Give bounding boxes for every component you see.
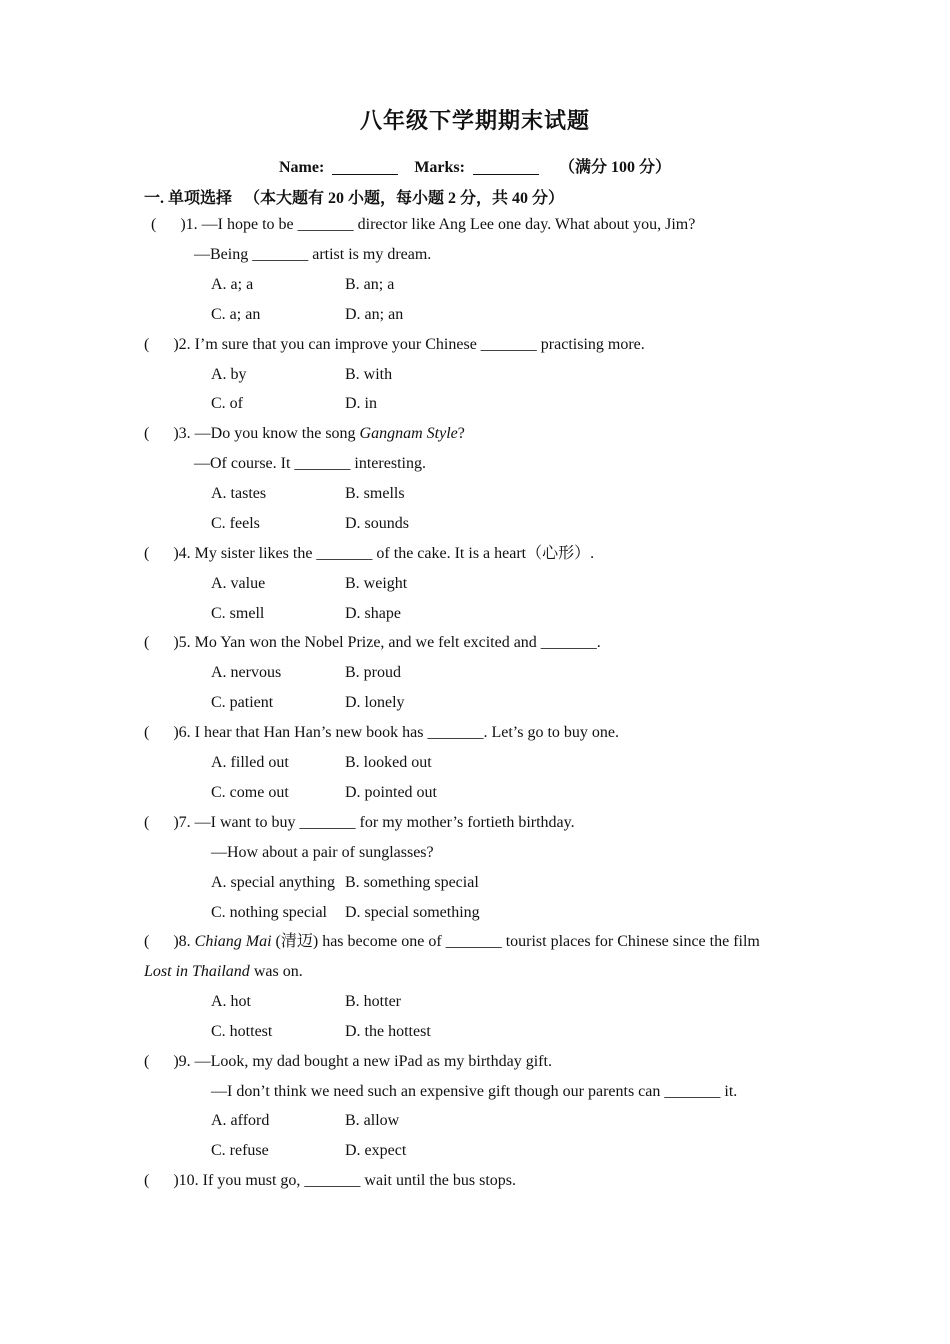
question-8: ( )8. Chiang Mai (清迈) has become one of _______ tourist places for Chinese since the film [144, 933, 760, 950]
section-heading [144, 185, 564, 208]
question-4-option-b: B. weight [345, 575, 408, 592]
question-5-option-c: C. patient [211, 694, 274, 711]
question-3-option-d: D. sounds [345, 515, 410, 532]
question-5-option-a: A. nervous [211, 664, 282, 681]
question-10-stem: )10. If you must go, _______ wait until the bus stops. [173, 1172, 516, 1189]
question-3-song-title: Gangnam Style [359, 425, 458, 442]
question-2-option-b: B. with [345, 366, 393, 383]
question-1-stem: )1. —I hope to be _______ director like Ang Lee one day. What about you, Jim? [180, 216, 696, 233]
section-note: （本大题有 20 小题，每小题 2 分，共 40 分） [244, 190, 565, 207]
question-1-option-b: B. an; a [345, 276, 395, 293]
question-5-option-b: B. proud [345, 664, 401, 681]
question-1-option-a: A. a; a [211, 276, 254, 293]
question-9-option-d: D. expect [345, 1142, 407, 1159]
question-8-stem-pre: )8. [173, 933, 195, 950]
question-4-option-d: D. shape [345, 605, 401, 622]
question-7-option-b: B. something special [345, 874, 479, 891]
question-3-stem-post: ? [457, 425, 465, 442]
question-8-stem-2-post: was on. [249, 963, 303, 980]
question-2: ( )2. I’m sure that you can improve your Chinese _______ practising more. [144, 336, 645, 353]
question-4-stem: )4. My sister likes the _______ of the cake. It is a heart（心形）. [173, 545, 595, 562]
question-1: ( )1. —I hope to be _______ director like Ang Lee one day. What about you, Jim? [151, 216, 696, 233]
question-7: ( )7. —I want to buy _______ for my mother’s fortieth birthday. [144, 814, 575, 831]
question-4-option-c: C. smell [211, 605, 265, 622]
question-8-place-name: Chiang Mai [194, 933, 272, 950]
question-3-option-c: C. feels [211, 515, 260, 532]
question-4: ( )4. My sister likes the _______ of the cake. It is a heart（心形）. [144, 545, 595, 562]
question-7-option-a: A. special anything [211, 874, 335, 891]
question-2-option-a: A. by [211, 366, 247, 383]
question-2-option-c: C. of [211, 395, 243, 412]
question-3: ( )3. —Do you know the song Gangnam Style? [144, 425, 465, 442]
name-blank [332, 158, 398, 175]
question-4-option-a: A. value [211, 575, 266, 592]
section-label: 一. 单项选择 [144, 190, 233, 207]
question-9-stem: )9. —Look, my dad bought a new iPad as my birthday gift. [173, 1053, 552, 1070]
question-5-option-d: D. lonely [345, 694, 405, 711]
question-2-option-d: D. in [345, 395, 377, 412]
total-score: （满分 100 分） [558, 159, 671, 176]
question-9: ( )9. —Look, my dad bought a new iPad as my birthday gift. [144, 1053, 552, 1070]
question-7-option-d: D. special something [345, 904, 480, 921]
marks-label: Marks: [414, 159, 465, 176]
question-5-stem: )5. Mo Yan won the Nobel Prize, and we felt excited and _______. [173, 634, 601, 651]
page-title: 八年级下学期期末试题 [359, 108, 590, 133]
marks-blank [473, 158, 539, 175]
question-6-option-b: B. looked out [345, 754, 432, 771]
question-8-option-d: D. the hottest [345, 1023, 431, 1040]
question-5: ( )5. Mo Yan won the Nobel Prize, and we felt excited and _______. [144, 634, 601, 651]
question-9-option-c: C. refuse [211, 1142, 269, 1159]
question-8-option-a: A. hot [211, 993, 251, 1010]
question-6-stem: )6. I hear that Han Han’s new book has _______. Let’s go to buy one. [173, 724, 620, 741]
question-10: ( )10. If you must go, _______ wait until the bus stops. [144, 1172, 516, 1189]
question-9-option-b: B. allow [345, 1112, 400, 1129]
question-6: ( )6. I hear that Han Han’s new book has _______. Let’s go to buy one. [144, 724, 620, 741]
question-6-option-d: D. pointed out [345, 784, 437, 801]
question-6-option-a: A. filled out [211, 754, 289, 771]
student-info-line [0, 154, 950, 177]
question-7-stem: )7. —I want to buy _______ for my mother’s fortieth birthday. [173, 814, 575, 831]
question-8-stem-post: (清迈) has become one of _______ tourist places for Chinese since the film [271, 933, 760, 950]
question-3-stem-2: —Of course. It _______ interesting. [194, 455, 426, 472]
question-9-option-a: A. afford [211, 1112, 270, 1129]
question-8-option-b: B. hotter [345, 993, 401, 1010]
question-1-option-d: D. an; an [345, 306, 404, 323]
question-3-stem-pre: )3. —Do you know the song [173, 425, 360, 442]
question-2-stem: )2. I’m sure that you can improve your Chinese _______ practising more. [173, 336, 645, 353]
question-1-option-c: C. a; an [211, 306, 261, 323]
question-8-option-c: C. hottest [211, 1023, 273, 1040]
question-3-option-b: B. smells [345, 485, 405, 502]
question-8-film-title: Lost in Thailand [144, 963, 250, 980]
name-label: Name: [279, 159, 325, 176]
question-8-stem-2 [144, 962, 303, 982]
question-9-stem-2: —I don’t think we need such an expensive gift though our parents can _______ it. [211, 1083, 738, 1100]
question-6-option-c: C. come out [211, 784, 289, 801]
question-7-stem-2: —How about a pair of sunglasses? [211, 844, 434, 861]
question-7-option-c: C. nothing special [211, 904, 327, 921]
question-3-option-a: A. tastes [211, 485, 267, 502]
question-1-stem-2: —Being _______ artist is my dream. [194, 246, 432, 263]
